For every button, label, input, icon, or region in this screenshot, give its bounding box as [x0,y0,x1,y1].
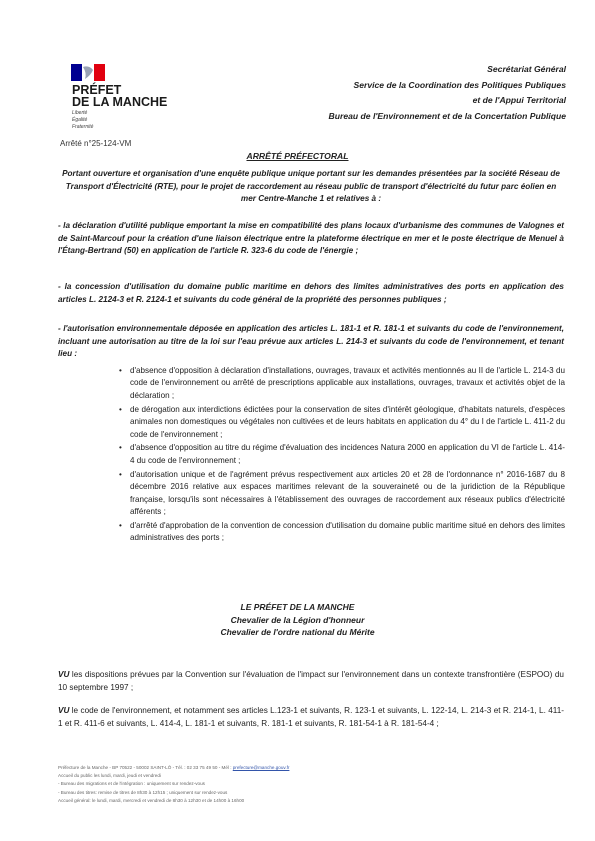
footer-line: Accueil général: le lundi, mardi, mercredi et vendredi de 8h30 à 12h30 et de 14h00 à 16h00 [58,797,245,803]
signature-honour-1: Chevalier de la Légion d'honneur [230,614,365,625]
republic-motto [72,110,93,131]
marianne-flag-logo [71,64,105,81]
bullet-text: d'absence d'opposition à déclaration d'installations, ouvrages, travaux et activités mentionnés au II de l'article L. 214-3 du code de l'environnement ou arrêté de prescriptions applicable aux installations, ouvrages, travaux et activités objet de la déclaration ; [130,366,565,400]
list-item [119,520,565,545]
intro-paragraph: Portant ouverture et organisation d'une enquête publique unique portant sur les demandes présentées par la société Réseau de Transport d'Électricité (RTE), pour le projet de raccordement au réseau public de transport d'électricité du futur parc éolien en mer Centre-Manche 1 et relatives à : [62,169,560,203]
service-line-4: Bureau de l'Environnement et de la Concertation Publique [328,110,566,121]
vu-keyword: VU [58,706,70,715]
page-footer [58,764,558,805]
signature-title: LE PRÉFET DE LA MANCHE [240,602,355,612]
footer-address-line [58,764,558,772]
prefect-logo-text [72,84,167,108]
bullet-text: de dérogation aux interdictions édictées pour la conservation de sites d'intérêt géologique, d'habitats naturels, d'espèces animales non domestiques ou végétales non cultivées et de leurs habitats en application du 4° du I de l'article L. 411-2 du code de l'environnement ; [130,404,565,439]
bullet-dot: • [119,469,122,479]
document-title: ARRÊTÉ PRÉFECTORAL [246,151,349,161]
item-dup: - la déclaration d'utilité publique emportant la mise en compatibilité des plans locaux d'urbanisme des communes de Valognes et de Saint-Marcouf pour la création d'une liaison électrique entre la plateforme électrique en mer et le poste électrique de Menuel à l'Étang-Bertrand (50) en application de l'article R. 323-6 du code de l'énergie ; [58,221,564,255]
bullet-text: d'autorisation unique et de l'agrément prévus respectivement aux articles 20 et 28 de l'ordonnance n° 2016-1687 du 8 décembre 2016 relative aux espaces maritimes relevant de la souveraineté ou de la juridiction de la République française, lorsqu'ils sont nécessaires à l'établissement des ouvrages de raccordement aux réseaux publics d'électricité afférents ; [130,469,565,516]
bullet-list [119,365,565,546]
bullet-text: d'absence d'opposition au titre du régime d'évaluation des incidences Natura 2000 en application du VI de l'article L. 414-4 du code de l'environnement ; [130,443,565,465]
bullet-dot: • [119,443,122,453]
service-line-1: Secrétariat Général [487,64,566,74]
vu-paragraph [58,704,564,730]
bullet-dot: • [119,366,122,375]
prefect-line-1: PRÉFET [72,83,122,97]
vu-paragraph [58,668,564,694]
flag-blue-band [71,64,82,81]
list-item [119,469,565,519]
service-line-2: Service de la Coordination des Politiques Publiques [353,79,566,90]
service-header [329,62,566,124]
item-concession: - la concession d'utilisation du domaine public maritime en dehors des limites administratives des ports en application des articles L. 2124-3 et R. 2124-1 et suivants du code général de la propriété des personnes publiques ; [58,282,564,304]
motto-egalite: Égalité [72,117,88,123]
vu-keyword: VU [58,670,70,679]
flag-red-band [94,64,105,81]
prefect-line-2: DE LA MANCHE [72,95,168,109]
bullet-dot: • [119,404,122,414]
motto-fraternite: Fraternité [72,124,94,130]
footer-line: Accueil du public les lundi, mardi, jeudi et vendredi [58,773,161,779]
list-item [119,404,565,441]
service-line-3: et de l'Appui Territorial [472,95,566,105]
arrete-number: Arrêté n°25-124-VM [60,139,132,148]
list-item [119,442,565,467]
footer-address: Préfecture de la Manche - BP 70522 - 50002 SAINT-LÔ - Tél. : 02 33 75 49 50 - Mél : [58,765,232,770]
footer-line: - Bureau des migrations et de l'intégration : uniquement sur rendez-vous [58,781,205,787]
vu-text: le code de l'environnement, et notamment ses articles L.123-1 et suivants, R. 123-1 et suivants, L. 122-14, L. 214-3 et R. 214-1, L. 411-1 et R. 411-6 et suivants, L. 414-4, L. 181-1 et suivants, R. 181-1 et suivants, R. 181-54-1 à R. 181-54-4 ; [58,706,564,728]
item-autorisation-env: - l'autorisation environnementale déposée en application des articles L. 181-1 et R. 181-1 et suivants du code de l'environnement, incluant une autorisation au titre de la loi sur l'eau prévue aux articles L. 214-3 et suivants du code de l'environnement, et tenant lieu : [58,324,564,358]
prefect-signature-block [0,601,595,639]
footer-email-link[interactable]: prefecture@manche.gouv.fr [232,765,290,770]
footer-line: - Bureau des titres: remise de titres de 8h30 à 12h15 ; uniquement sur rendez-vous [58,789,228,795]
list-item [119,365,565,402]
signature-honour-2: Chevalier de l'ordre national du Mérite [220,627,375,638]
bullet-dot: • [119,520,122,530]
vu-text: les dispositions prévues par la Convention sur l'évaluation de l'impact sur l'environnement dans un contexte transfrontière (ESPOO) du 10 septembre 1997 ; [58,670,564,692]
bullet-text: d'arrêté d'approbation de la convention de concession d'utilisation du domaine public maritime situé en dehors des limites administratives des ports ; [130,520,565,543]
motto-liberte: Liberté [72,110,88,116]
